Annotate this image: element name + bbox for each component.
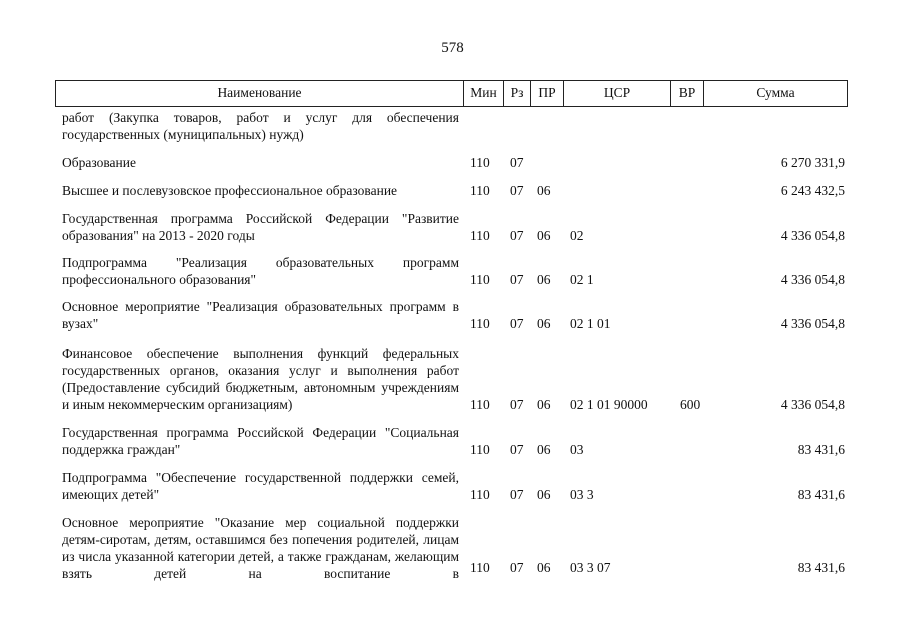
row-csr: 02 1 01 [570, 316, 611, 331]
row-rz: 07 [510, 442, 524, 457]
header-vr: ВР [678, 85, 696, 100]
row-rz: 07 [510, 155, 524, 170]
header-rz: Рз [510, 85, 524, 100]
row-pr: 06 [537, 183, 551, 198]
row-sum: 4 336 054,8 [780, 316, 845, 331]
row-min: 110 [470, 442, 490, 457]
row-csr: 03 3 07 [570, 560, 611, 575]
row-rz: 07 [510, 228, 524, 243]
row-sum: 83 431,6 [797, 560, 845, 575]
row-rz: 07 [510, 183, 524, 198]
row-sum: 4 336 054,8 [780, 397, 845, 412]
row-min: 110 [470, 487, 490, 502]
row-sum: 6 243 432,5 [780, 183, 845, 198]
row-min: 110 [470, 316, 490, 331]
row-name: Основное мероприятие "Оказание мер социальной поддержки детям-сиротам, детям, оставшимся без попечения родителей, лицам из числа указанной категории детей, а также гражданам, желающим взять детей на воспитание в [62, 515, 459, 581]
row-sum: 4 336 054,8 [780, 228, 845, 243]
header-bottom-border [55, 106, 848, 107]
row-csr: 03 3 [570, 487, 594, 502]
row-csr: 02 [570, 228, 584, 243]
row-rz: 07 [510, 560, 524, 575]
row-min: 110 [470, 183, 490, 198]
row-sum: 4 336 054,8 [780, 272, 845, 287]
row-csr: 03 [570, 442, 584, 457]
row-sum: 83 431,6 [797, 487, 845, 502]
row-rz: 07 [510, 397, 524, 412]
row-name: работ (Закупка товаров, работ и услуг для обеспечения государственных (муниципальных) нужд) [62, 110, 459, 142]
row-pr: 06 [537, 316, 551, 331]
row-pr: 06 [537, 228, 551, 243]
row-sum: 83 431,6 [797, 442, 845, 457]
row-name: Подпрограмма "Реализация образовательных программ профессионального образования" [62, 255, 459, 287]
row-name: Образование [62, 155, 136, 170]
row-pr: 06 [537, 272, 551, 287]
row-rz: 07 [510, 272, 524, 287]
page-number: 578 [441, 40, 464, 56]
row-min: 110 [470, 228, 490, 243]
row-pr: 06 [537, 560, 551, 575]
row-csr: 02 1 01 90000 [570, 397, 648, 412]
header-pr: ПР [538, 85, 556, 100]
header-name: Наименование [217, 85, 302, 100]
row-min: 110 [470, 272, 490, 287]
header-csr: ЦСР [603, 85, 631, 100]
row-name: Финансовое обеспечение выполнения функций федеральных государственных органов, оказания услуг и выполнения работ (Предоставление субсидий бюджетным, автономным учреждениям и иным некоммерческим организациям) [62, 346, 459, 412]
row-name: Подпрограмма "Обеспечение государственной поддержки семей, имеющих детей" [62, 470, 459, 502]
header-top-border [55, 80, 848, 81]
row-min: 110 [470, 560, 490, 575]
row-name: Высшее и послевузовское профессиональное образование [62, 183, 398, 198]
header-min: Мин [470, 85, 497, 100]
row-min: 110 [470, 155, 490, 170]
row-name: Основное мероприятие "Реализация образовательных программ в вузах" [62, 299, 459, 331]
header-sum: Сумма [756, 85, 795, 100]
row-csr: 02 1 [570, 272, 594, 287]
row-min: 110 [470, 397, 490, 412]
row-name: Государственная программа Российской Федерации "Социальная поддержка граждан" [62, 425, 459, 457]
row-rz: 07 [510, 487, 524, 502]
row-pr: 06 [537, 442, 551, 457]
row-pr: 06 [537, 397, 551, 412]
column-divider [847, 80, 848, 107]
row-vr: 600 [680, 397, 701, 412]
row-name: Государственная программа Российской Федерации "Развитие образования" на 2013 - 2020 годы [62, 211, 459, 243]
row-rz: 07 [510, 316, 524, 331]
row-sum: 6 270 331,9 [780, 155, 845, 170]
row-pr: 06 [537, 487, 551, 502]
